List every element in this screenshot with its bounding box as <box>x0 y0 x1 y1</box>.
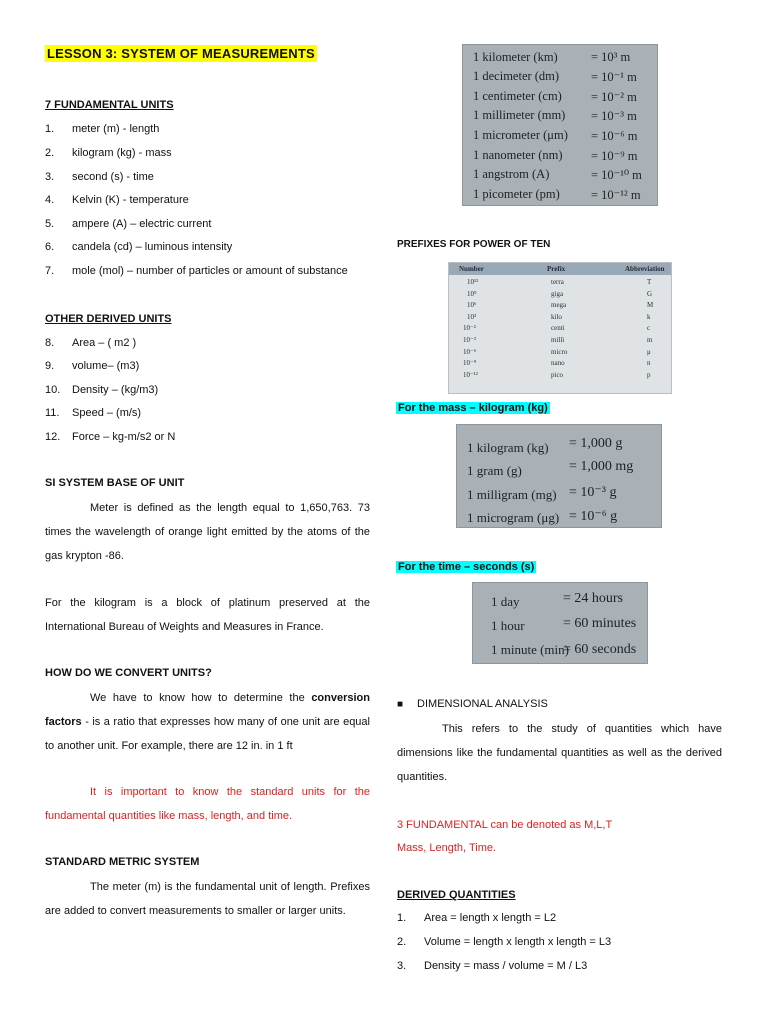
mass-length-time-note: Mass, Length, Time. <box>397 842 497 854</box>
list-item: 10. Density – (kg/m3) <box>45 384 159 396</box>
convert-heading: HOW DO WE CONVERT UNITS? <box>45 667 212 679</box>
derived-units-heading: OTHER DERIVED UNITS <box>45 313 172 325</box>
prefix-table-photo <box>448 262 672 394</box>
square-bullet-icon: ■ <box>397 699 404 710</box>
prefixes-heading: PREFIXES FOR POWER OF TEN <box>397 239 551 250</box>
convert-paragraph: We have to know how to determine the conversion factors - is a ratio that expresses how many of one unit are equal to another unit. For example, there are 12 in. in 1 ft <box>45 692 370 752</box>
length-conversion-photo: 1 kilometer (km) = 10³ m 1 decimeter (dm) = 10⁻¹ m 1 centimeter (cm) = 10⁻² m 1 millimeter (mm) = 10⁻³ m 1 micrometer (μm) = 10⁻⁶ m 1 nanometer (nm) = 10⁻⁹ m 1 angstrom (A) = 10⁻¹⁰ m 1 picometer (pm) = 10⁻¹² m <box>462 44 658 206</box>
lesson-title: LESSON 3: SYSTEM OF MEASUREMENTS <box>47 46 315 61</box>
table-row: 10¹² terra T <box>467 278 652 286</box>
fundamental-units-heading: 7 FUNDAMENTAL UNITS <box>45 99 174 111</box>
list-item: 9. volume– (m3) <box>45 360 140 372</box>
table-row: 10⁶ mega M <box>467 301 654 310</box>
list-item: 3. second (s) - time <box>45 171 154 183</box>
prefix-table-header: Number Prefix Abbreviation <box>449 263 671 275</box>
fundamental-mlt-note: 3 FUNDAMENTAL can be denoted as M,L,T <box>397 819 613 831</box>
derived-quantities-heading: DERIVED QUANTITIES <box>397 889 516 901</box>
list-item: 12. Force – kg-m/s2 or N <box>45 431 176 443</box>
mass-label: For the mass – kilogram (kg) <box>398 402 548 414</box>
table-row: 10³ kilo k <box>467 312 651 321</box>
list-item: 1. Area = length x length = L2 <box>397 912 557 924</box>
mass-conversion-photo: 1 kilogram (kg) = 1,000 g 1 gram (g) = 1,000 mg 1 milligram (mg) = 10⁻³ g 1 microgram (μg) = 10⁻⁶ g <box>456 424 662 528</box>
si-meter-paragraph: Meter is defined as the length equal to 1,650,763. 73 times the wavelength of orange light emitted by the atoms of the gas krypton -86. <box>45 502 370 562</box>
list-item: 8. Area – ( m2 ) <box>45 337 137 349</box>
time-conversion-photo: 1 day = 24 hours 1 hour = 60 minutes 1 minute (min) = 60 seconds <box>472 582 648 664</box>
metric-heading: STANDARD METRIC SYSTEM <box>45 856 200 868</box>
list-item: 11. Speed – (m/s) <box>45 407 142 419</box>
list-item: 4. Kelvin (K) - temperature <box>45 194 189 206</box>
table-row: 10⁻⁶ micro μ <box>463 347 651 356</box>
dimensional-heading: ■ DIMENSIONAL ANALYSIS <box>397 698 548 710</box>
table-row: 10⁻³ milli m <box>463 336 653 344</box>
table-row: 10⁻² centi c <box>463 324 651 333</box>
dimensional-paragraph: This refers to the study of quantities which have dimensions like the fundamental quantities as well as the derived quantities. <box>397 723 722 783</box>
list-item: 7. mole (mol) – number of particles or amount of substance <box>45 265 348 277</box>
list-item: 5. ampere (A) – electric current <box>45 218 212 230</box>
list-item: 3. Density = mass / volume = M / L3 <box>397 960 588 972</box>
table-row: 10⁻¹² pico p <box>463 370 651 379</box>
metric-paragraph: The meter (m) is the fundamental unit of length. Prefixes are added to convert measurements to smaller or larger units. <box>45 881 370 917</box>
list-item: 1. meter (m) - length <box>45 123 160 135</box>
list-item: 2. Volume = length x length x length = L3 <box>397 936 612 948</box>
list-item: 6. candela (cd) – luminous intensity <box>45 241 233 253</box>
si-heading: SI SYSTEM BASE OF UNIT <box>45 477 185 489</box>
table-row: 10⁹ giga G <box>467 289 653 298</box>
list-item: 2. kilogram (kg) - mass <box>45 147 172 159</box>
time-label: For the time – seconds (s) <box>398 561 535 573</box>
standard-units-note: It is important to know the standard units for the fundamental quantities like mass, length, and time. <box>45 786 370 822</box>
si-kilogram-paragraph: For the kilogram is a block of platinum preserved at the International Bureau of Weights and Measures in France. <box>45 597 370 633</box>
table-row: 10⁻⁹ nano n <box>463 359 651 368</box>
